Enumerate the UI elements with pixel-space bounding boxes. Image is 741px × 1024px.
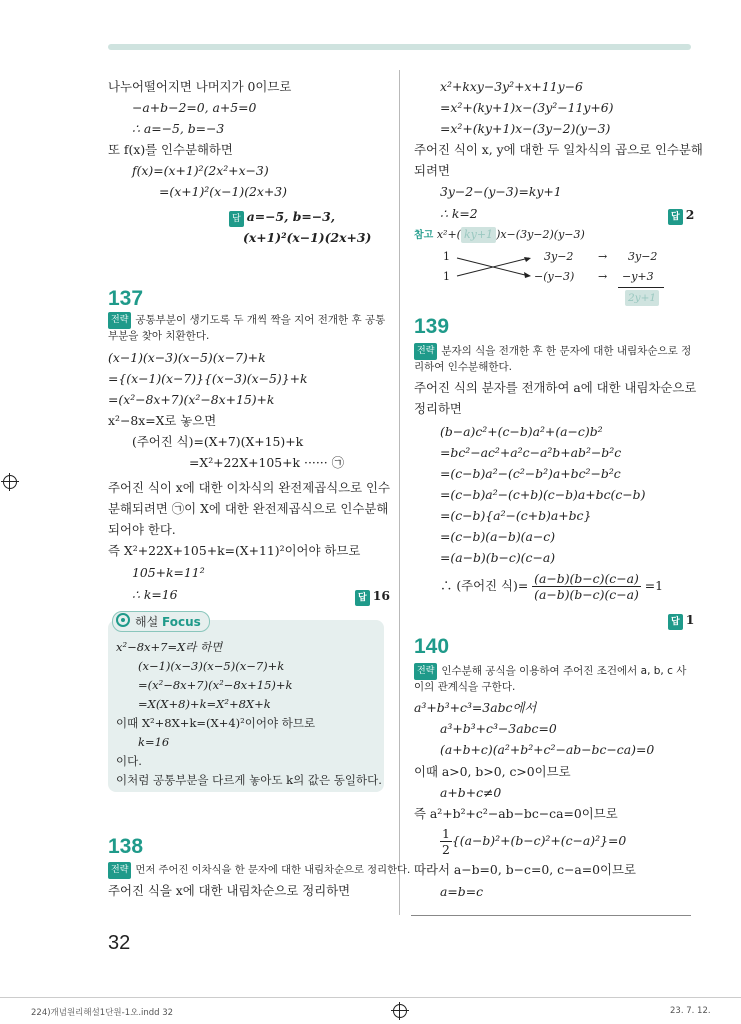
p137-eq-1: (x−1)(x−3)(x−5)(x−7)+k xyxy=(108,350,266,365)
p139-answer xyxy=(668,612,694,630)
p137-text-2: 분해되려면 ㉠이 X에 대한 완전제곱식으로 인수분해 xyxy=(108,501,389,516)
reference-post: )x−(3y−2)(y−3) xyxy=(496,228,585,241)
left-line-2: −a+b−2=0, a+5=0 xyxy=(132,100,257,115)
left-line-6: =(x+1)²(x−1)(2x+3) xyxy=(159,184,287,199)
cross-row2-result: −y+3 xyxy=(622,270,654,283)
answer-value: 1 xyxy=(685,612,695,627)
focus-line-5: 이때 X²+8X+k=(X+4)²이어야 하므로 xyxy=(116,716,316,730)
p137-eq-2: ={(x−1)(x−7)}{(x−3)(x−5)}+k xyxy=(108,371,308,386)
p137-eq-4: x²−8x=X로 놓으면 xyxy=(108,413,217,428)
half-fraction xyxy=(440,826,452,857)
left-answer-line-1 xyxy=(229,209,335,227)
answer-value: 16 xyxy=(372,588,390,603)
right-line-5: 되려면 xyxy=(414,163,450,178)
p140-eq-5: a+b+c≠0 xyxy=(440,785,502,800)
reference-pre: x²+( xyxy=(436,228,461,241)
strategy-tag: 전략 xyxy=(108,312,131,329)
strategy-text: 인수분해 공식을 이용하여 주어진 조건에서 a, b, c 사이의 관계식을 구한다. xyxy=(414,665,687,693)
p139-eq-1: (b−a)c²+(c−b)a²+(a−c)b² xyxy=(440,424,603,439)
cross-row1-result: 3y−2 xyxy=(628,250,658,263)
left-line-4: 또 f(x)를 인수분해하면 xyxy=(108,142,233,157)
right-line-6: 3y−2−(y−3)=ky+1 xyxy=(440,184,562,199)
left-line-1: 나누어떨어지면 나머지가 0이므로 xyxy=(108,79,292,94)
result-suffix: =1 xyxy=(644,578,664,593)
right-line-2: =x²+(ky+1)x−(3y²−11y+6) xyxy=(440,100,614,115)
p139-result xyxy=(440,571,663,602)
right-line-7: ∴ k=2 xyxy=(440,206,478,221)
answer-tag: 답 xyxy=(229,211,244,227)
problem-140-number: 140 xyxy=(414,635,450,658)
strategy-tag: 전략 xyxy=(108,862,131,879)
p140-eq-9: a=b=c xyxy=(440,884,484,899)
answer-tag: 답 xyxy=(668,614,683,630)
focus-line-6: k=16 xyxy=(138,735,170,749)
p138-text-1: 주어진 식을 x에 대한 내림차순으로 정리하면 xyxy=(108,883,351,898)
p137-text-4: 즉 X²+22X+105+k=(X+11)²이어야 하므로 xyxy=(108,543,361,558)
bottom-rule xyxy=(411,915,691,916)
strategy-text: 공통부분이 생기도록 두 개씩 짝을 지어 전개한 후 공통부분을 찾아 치환한다. xyxy=(108,314,386,342)
focus-line-1: x²−8x+7=X라 하면 xyxy=(116,640,223,654)
p140-eq-7 xyxy=(440,826,626,857)
answer-tag: 답 xyxy=(668,209,683,225)
p139-eq-4: =(c−b)a²−(c+b)(c−b)a+bc(c−b) xyxy=(440,487,646,502)
p139-eq-5: =(c−b){a²−(c+b)a+bc} xyxy=(440,508,592,523)
footer-file: 224)개념원리해설1단원-1오.indd 32 xyxy=(31,1008,174,1018)
p140-eq-8: 따라서 a−b=0, b−c=0, c−a=0이므로 xyxy=(414,862,636,877)
p137-eq-5: (주어진 식)=(X+7)(X+15)+k xyxy=(132,434,304,449)
p140-eq-6: 즉 a²+b²+c²−ab−bc−ca=0이므로 xyxy=(414,806,618,821)
p139-text-1: 주어진 식의 분자를 전개하여 a에 대한 내림차순으로 xyxy=(414,380,697,395)
focus-pill xyxy=(112,611,210,632)
answer-value: 2 xyxy=(685,207,695,222)
footer-rule xyxy=(0,997,741,998)
p139-eq-7: =(a−b)(b−c)(c−a) xyxy=(440,550,556,565)
result-prefix: ∴ (주어진 식)= xyxy=(440,578,529,593)
footer-date: 23. 7. 12. xyxy=(670,1006,711,1016)
problem-140-strategy xyxy=(414,663,696,695)
result-fraction xyxy=(532,571,641,602)
target-icon xyxy=(116,613,130,627)
cross-arrows xyxy=(455,250,535,284)
p137-answer xyxy=(355,588,390,606)
strategy-text: 분자의 식을 전개한 후 한 문자에 대한 내림차순으로 정리하여 인수분해한다. xyxy=(414,345,692,373)
left-answer-2: (x+1)²(x−1)(2x+3) xyxy=(243,230,372,245)
right-line-4: 주어진 식이 x, y에 대한 두 일차식의 곱으로 인수분해 xyxy=(414,142,703,157)
reference-line xyxy=(414,227,585,244)
problem-138-number: 138 xyxy=(108,835,144,858)
focus-line-4: =X(X+8)+k=X²+8X+k xyxy=(138,697,271,711)
focus-line-2: (x−1)(x−3)(x−5)(x−7)+k xyxy=(138,659,285,673)
column-divider xyxy=(399,70,400,915)
focus-line-7: 이다. xyxy=(116,754,142,768)
half-numerator: 1 xyxy=(442,826,450,841)
left-line-5: f(x)=(x+1)²(2x²+x−3) xyxy=(132,163,269,178)
focus-header xyxy=(112,611,210,632)
p139-eq-2: =bc²−ac²+a²c−a²b+ab²−b²c xyxy=(440,445,622,460)
p137-eq-3: =(x²−8x+7)(x²−8x+15)+k xyxy=(108,392,275,407)
right-top-answer xyxy=(668,207,694,225)
registration-mark-bottom xyxy=(393,1004,407,1018)
page-number: 32 xyxy=(108,932,131,954)
answer-tag: 답 xyxy=(355,590,370,606)
p137-eq-6: =X²+22X+105+k ······ ㉠ xyxy=(189,455,344,470)
top-accent-bar xyxy=(108,44,691,50)
p140-eq-2: a³+b³+c³−3abc=0 xyxy=(440,721,557,736)
cross-row1-arrow: → xyxy=(598,250,608,263)
left-answer-1: a=−5, b=−3, xyxy=(246,209,336,224)
focus-line-3: =(x²−8x+7)(x²−8x+15)+k xyxy=(138,678,293,692)
focus-label-en: Focus xyxy=(162,615,201,629)
p140-eq-3: (a+b+c)(a²+b²+c²−ab−bc−ca)=0 xyxy=(440,742,655,757)
cross-row2-arrow: → xyxy=(598,270,608,283)
strategy-text: 먼저 주어진 이차식을 한 문자에 대한 내림차순으로 정리한다. xyxy=(135,864,411,876)
p137-text-3: 되어야 한다. xyxy=(108,522,176,537)
cross-sum-rule xyxy=(618,287,664,288)
p137-text-6: ∴ k=16 xyxy=(132,587,178,602)
registration-mark-left xyxy=(3,475,17,489)
problem-137-strategy xyxy=(108,312,386,344)
cross-row1-term: 3y−2 xyxy=(544,250,574,263)
right-line-3: =x²+(ky+1)x−(3y−2)(y−3) xyxy=(440,121,611,136)
p139-text-2: 정리하면 xyxy=(414,401,462,416)
p140-eq-7-body: {(a−b)²+(b−c)²+(c−a)²}=0 xyxy=(451,833,627,848)
strategy-tag: 전략 xyxy=(414,343,437,360)
right-line-1: x²+kxy−3y²+x+11y−6 xyxy=(440,79,583,94)
cross-sum-blurred: 2y+1 xyxy=(625,290,659,306)
problem-137-number: 137 xyxy=(108,287,144,310)
problem-138-strategy xyxy=(108,862,411,879)
focus-label-kr: 해설 xyxy=(135,615,159,629)
left-line-3: ∴ a=−5, b=−3 xyxy=(132,121,225,136)
problem-139-strategy xyxy=(414,343,694,375)
fraction-numerator: (a−b)(b−c)(c−a) xyxy=(534,571,639,586)
fraction-denominator: (a−b)(b−c)(c−a) xyxy=(534,587,639,602)
p137-text-1: 주어진 식이 x에 대한 이차식의 완전제곱식으로 인수 xyxy=(108,480,390,495)
p140-eq-4: 이때 a>0, b>0, c>0이므로 xyxy=(414,764,571,779)
p139-eq-6: =(c−b)(a−b)(a−c) xyxy=(440,529,556,544)
strategy-tag: 전략 xyxy=(414,663,437,680)
p137-text-5: 105+k=11² xyxy=(132,565,205,580)
p139-eq-3: =(c−b)a²−(c²−b²)a+bc²−b²c xyxy=(440,466,621,481)
cross-row2-term: −(y−3) xyxy=(534,270,575,283)
reference-blurred: ky+1 xyxy=(461,227,496,243)
reference-tag: 참고 xyxy=(414,230,434,241)
cross-row1-coef: 1 xyxy=(443,250,450,263)
half-denominator: 2 xyxy=(442,842,450,857)
focus-line-8: 이처럼 공통부분을 다르게 놓아도 k의 값은 동일하다. xyxy=(116,773,382,787)
cross-sum xyxy=(625,290,659,306)
cross-row2-coef: 1 xyxy=(443,270,450,283)
problem-139-number: 139 xyxy=(414,315,450,338)
p140-eq-1: a³+b³+c³=3abc에서 xyxy=(414,700,537,715)
